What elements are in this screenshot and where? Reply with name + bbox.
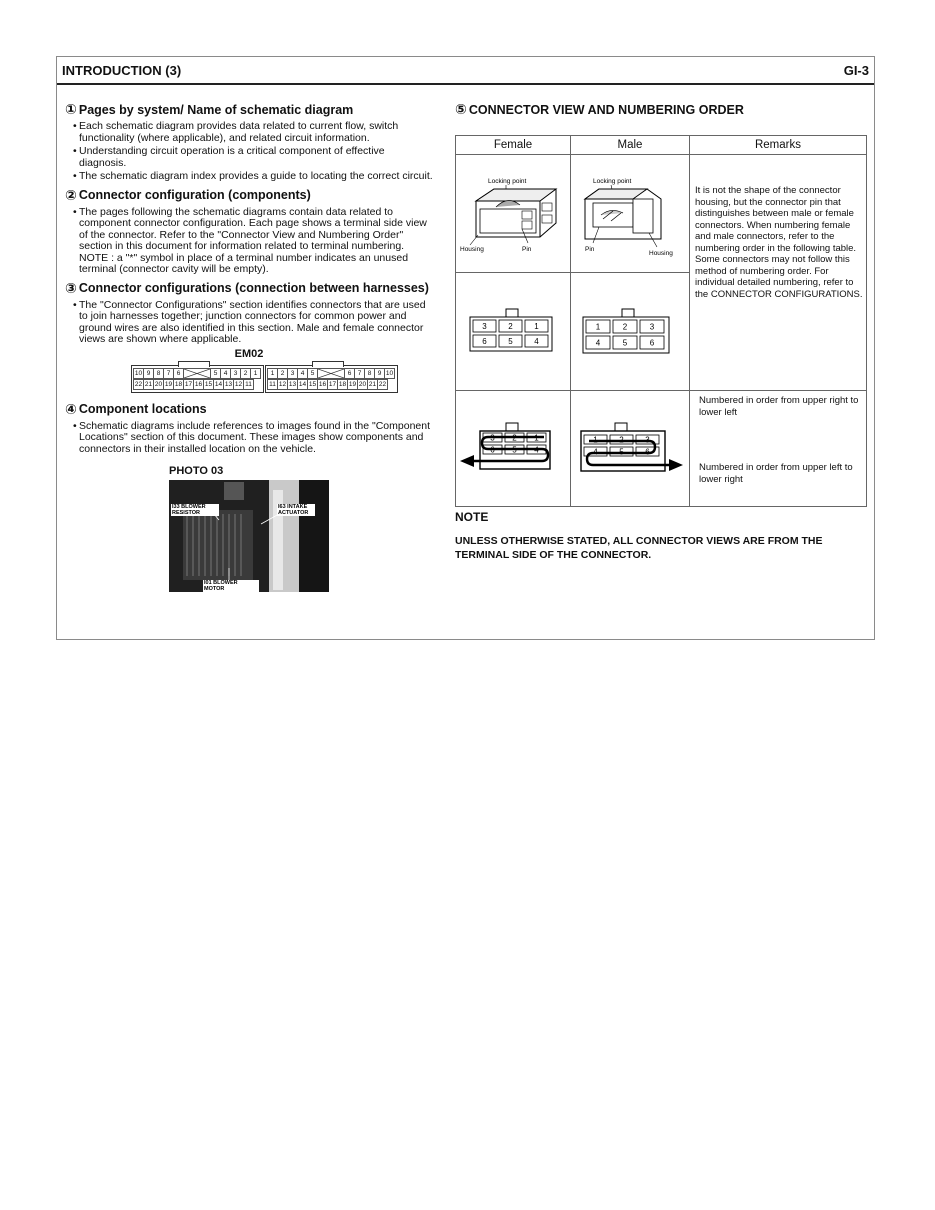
em02-terminal: 1 (250, 368, 261, 379)
remark-lower: Numbered in order from upper left to lower right (699, 462, 853, 485)
bullet-text: • The pages following the schematic diagrams contain data related to component connector configuration. Each page shows a terminal side view of the connector. Refer to the "Connector View and Numbering Order" section in this document for information related to terminal numbering. (65, 207, 433, 253)
photo-tag: I63 INTAKE ACTUATOR (277, 504, 315, 516)
em02-female-connector (131, 365, 264, 393)
section-number: ② (65, 186, 77, 203)
em02-terminal: 5 (307, 368, 318, 379)
em02-terminal: 17 (328, 380, 337, 388)
table-header-row (456, 136, 867, 155)
em02-terminal: 6 (344, 368, 355, 379)
em02-terminal: 2 (277, 368, 288, 379)
connector-view-table (455, 135, 867, 507)
male-pin-number: 4 (595, 338, 601, 348)
photo-label: PHOTO 03 (169, 465, 224, 477)
female-pin-diagram (456, 273, 570, 385)
em02-terminal: 10 (385, 369, 394, 377)
em02-terminal: 18 (338, 380, 347, 388)
em02-terminal: 19 (348, 380, 357, 388)
em02-terminal: 2 (240, 368, 251, 379)
section-1 (65, 101, 433, 183)
male-order-pin-number: 1 (593, 435, 598, 445)
section-title: Connector configurations (connection between harnesses) (78, 281, 429, 295)
female-order-pin-number: 5 (512, 445, 517, 455)
em02-terminal (317, 368, 345, 379)
bullet-text: • The "Connector Configurations" section identifies connectors that are used to join harnesses together; junction connectors for common power and ground wires are also identified in this section. Male and female connector views are shown where applicable. (65, 300, 433, 346)
female-pin-number: 1 (534, 322, 539, 331)
em02-terminal: 14 (214, 380, 223, 388)
female-order-cell (456, 391, 571, 507)
em02-terminal: 15 (204, 380, 213, 388)
male-pin-number: 3 (649, 322, 655, 332)
em02-terminal: 7 (163, 368, 174, 379)
bullet-text: • Schematic diagrams include references to images found in the "Component Locations" section of this document. These images show components and connectors in their installed location on the vehicle. (65, 421, 433, 456)
em02-terminal: 10 (134, 369, 143, 377)
em02-connector-body (265, 365, 398, 393)
em02-terminal: 9 (143, 368, 154, 379)
em02-terminal: 1 (267, 368, 278, 379)
order-remarks-cell (690, 391, 867, 507)
note-text: UNLESS OTHERWISE STATED, ALL CONNECTOR VIEWS ARE FROM THE TERMINAL SIDE OF THE CONNECTOR. (455, 535, 823, 561)
note-title: NOTE (455, 510, 489, 524)
female-order-pin-number: 2 (512, 433, 517, 443)
page-title: INTRODUCTION (3) (62, 63, 182, 78)
female-housing-cell (456, 155, 571, 273)
section-title: Connector configuration (components) (78, 188, 311, 202)
em02-terminal: 5 (210, 368, 221, 379)
em02-terminal: 11 (243, 379, 254, 390)
em02-terminal: 15 (308, 380, 317, 388)
female-order-pin-number: 3 (490, 433, 495, 443)
page-header (57, 57, 874, 85)
pin-label: Pin (585, 246, 595, 253)
column-header: Female (456, 136, 571, 155)
female-pin-cell (456, 273, 571, 391)
male-housing-cell (571, 155, 690, 273)
photo-tag: I33 BLOWER RESISTOR (171, 504, 219, 516)
male-order-cell (571, 391, 690, 507)
em02-terminal: 4 (297, 368, 308, 379)
section-3 (65, 280, 433, 395)
female-order-pin-number: 6 (490, 445, 495, 455)
bullet-text: • Each schematic diagram provides data related to current flow, switch functionality (where applicable), and related circuit information. (65, 121, 433, 144)
female-numbering-order-diagram (456, 391, 570, 501)
component-photo (169, 480, 329, 592)
male-numbering-order-diagram (571, 391, 689, 501)
em02-terminal: 22 (378, 380, 387, 388)
female-order-pin-number: 4 (534, 445, 539, 455)
section-number: ⑤ (455, 101, 467, 117)
female-pin-number: 5 (508, 337, 513, 346)
column-header: Remarks (690, 136, 867, 155)
male-order-pin-number: 5 (619, 447, 624, 457)
locking-point-label: Locking point (488, 178, 527, 185)
em02-male-connector (265, 365, 398, 393)
male-order-pin-number: 4 (593, 447, 598, 457)
female-pin-number: 2 (508, 322, 513, 331)
em02-terminal: 3 (230, 368, 241, 379)
em02-terminal: 21 (144, 380, 153, 388)
em02-terminal: 19 (164, 380, 173, 388)
em02-connector-body (131, 365, 264, 393)
page-code: GI-3 (843, 63, 869, 78)
em02-terminal: 12 (278, 380, 287, 388)
right-column (455, 101, 867, 561)
em02-terminal: 12 (234, 380, 243, 388)
female-housing-diagram (456, 155, 570, 267)
pin-label: Pin (522, 246, 532, 253)
em02-connectors (65, 361, 433, 395)
em02-terminal: 22 (134, 380, 143, 388)
em02-terminal: 6 (173, 368, 184, 379)
section-title: Component locations (78, 402, 207, 416)
table-row (456, 391, 867, 507)
em02-terminal: 4 (220, 368, 231, 379)
bullet-text: • Understanding circuit operation is a critical component of effective diagnosis. (65, 146, 433, 169)
em02-terminal: 17 (184, 380, 193, 388)
photo-tag: I01 BLOWER MOTOR (203, 580, 259, 592)
female-pin-number: 6 (482, 337, 487, 346)
section-title: Pages by system/ Name of schematic diagram (78, 102, 354, 117)
housing-label: Housing (649, 250, 673, 257)
table-row (456, 155, 867, 273)
em02-terminal: 13 (288, 380, 297, 388)
male-order-pin-number: 6 (645, 447, 650, 457)
em02-terminal (183, 368, 211, 379)
em02-terminal: 7 (354, 368, 365, 379)
male-pin-number: 5 (622, 338, 628, 348)
remarks-text: It is not the shape of the connector housing, but the connector pin that distinguishes between male or female connectors. When numbering female and male connectors, refer to the numbering order in the following table. Some connectors may not follow this method of numbering order. For individual detailed numbering, refer to the CONNECTOR CONFIGURATIONS. (695, 185, 863, 300)
female-order-pin-number: 1 (534, 433, 539, 443)
photo-image (169, 480, 329, 592)
remark-upper: Numbered in order from upper right to lower left (699, 395, 859, 418)
male-pin-number: 6 (649, 338, 655, 348)
male-order-pin-number: 3 (645, 435, 650, 445)
male-housing-diagram (571, 155, 689, 267)
em02-terminal: 16 (194, 380, 203, 388)
remarks-cell (690, 155, 867, 391)
section-4 (65, 401, 433, 593)
section-number: ④ (65, 400, 77, 417)
female-pin-number: 3 (482, 322, 487, 331)
column-header: Male (571, 136, 690, 155)
connector-label: EM02 (234, 347, 264, 360)
note-text: NOTE : a "*" symbol in place of a terminal number indicates an unused terminal (connector cavity will be empty). (79, 251, 409, 275)
em02-terminal: 8 (364, 368, 375, 379)
locking-point-label: Locking point (593, 178, 632, 185)
section-number: ③ (65, 279, 77, 296)
section-title: CONNECTOR VIEW AND NUMBERING ORDER (468, 102, 744, 117)
em02-terminal: 14 (298, 380, 307, 388)
em02-terminal: 20 (154, 380, 163, 388)
em02-terminal: 8 (153, 368, 164, 379)
section-5-title (455, 101, 867, 118)
em02-terminal: 9 (374, 368, 385, 379)
em02-terminal: 18 (174, 380, 183, 388)
em02-terminal: 3 (287, 368, 298, 379)
em02-terminal: 20 (358, 380, 367, 388)
bullet-text: • The schematic diagram index provides a guide to locating the correct circuit. (65, 171, 433, 183)
page-frame (56, 56, 875, 640)
male-order-pin-number: 2 (619, 435, 624, 445)
em02-terminal: 16 (318, 380, 327, 388)
male-pin-cell (571, 273, 690, 391)
section-number: ① (65, 101, 77, 117)
male-pin-diagram (571, 273, 689, 385)
housing-label: Housing (460, 246, 484, 253)
section-2 (65, 187, 433, 276)
em02-terminal: 11 (267, 379, 278, 390)
em02-terminal: 13 (224, 380, 233, 388)
em02-terminal: 21 (368, 380, 377, 388)
female-pin-number: 4 (534, 337, 539, 346)
left-column (65, 101, 433, 596)
male-pin-number: 2 (622, 322, 628, 332)
male-pin-number: 1 (595, 322, 601, 332)
